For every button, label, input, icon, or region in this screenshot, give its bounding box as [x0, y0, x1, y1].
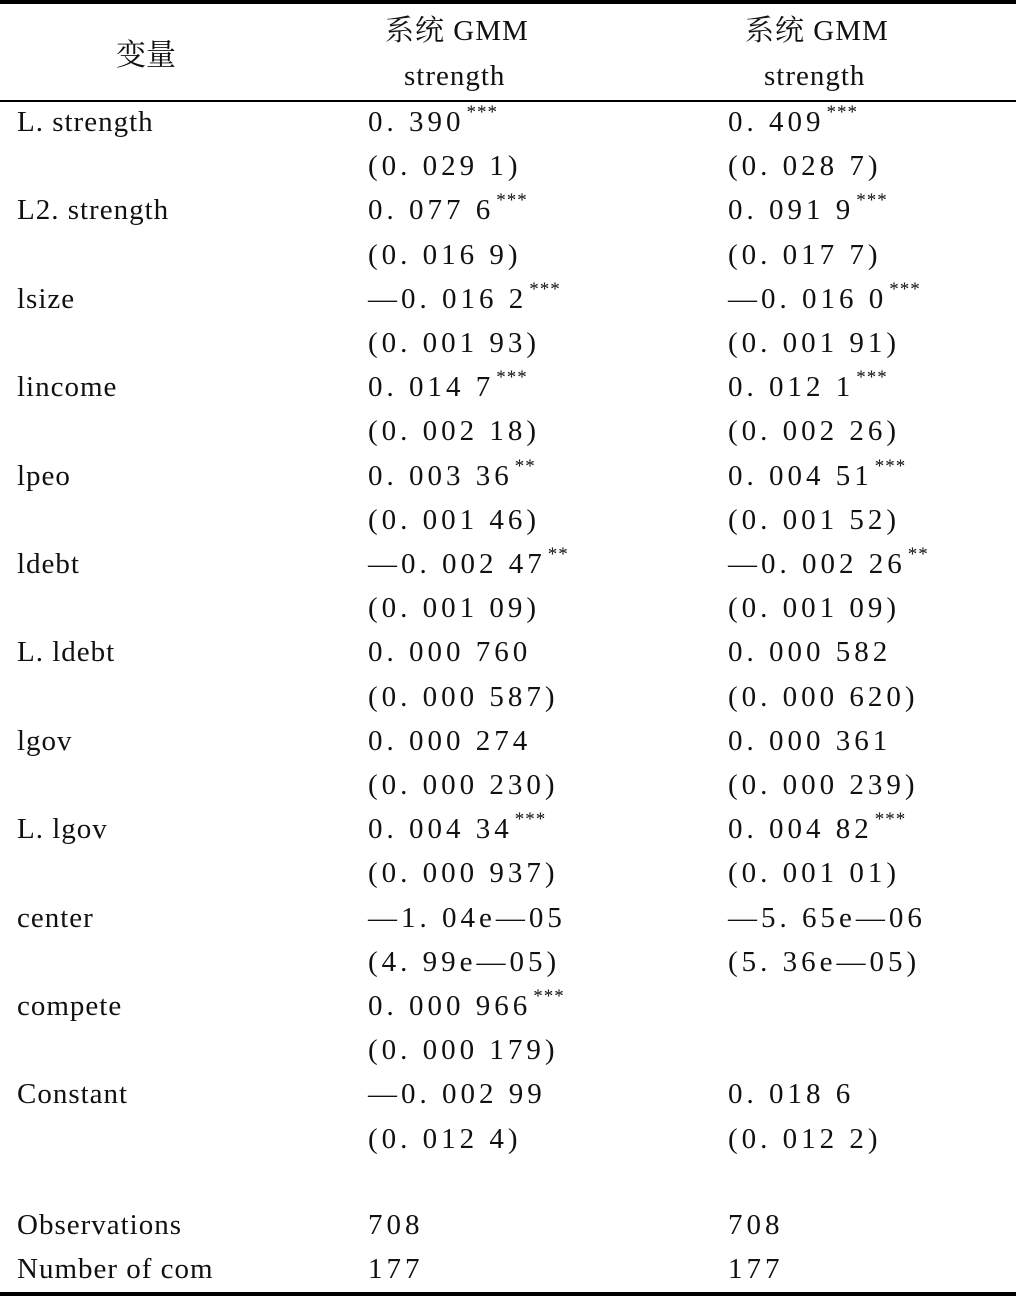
col2-cell	[728, 681, 921, 714]
col1-cell-value: 0. 000 274	[368, 724, 532, 757]
col1-cell-value: (0. 000 937)	[368, 857, 559, 890]
col2-cell	[728, 544, 929, 581]
col2-cell	[728, 278, 921, 316]
col2-cell	[728, 1253, 784, 1286]
table-row	[0, 367, 1016, 411]
col2-cell-value: (0. 001 01)	[728, 857, 901, 890]
col1-cell	[368, 857, 561, 890]
col1-cell-value: (0. 016 9)	[368, 238, 522, 271]
col2-cell	[728, 946, 922, 979]
col2-cell	[728, 239, 884, 272]
significance-stars: ***	[533, 986, 565, 1007]
col2-cell-value: 0. 091 9	[728, 194, 855, 227]
table-row-se	[0, 769, 1016, 809]
col2-cell	[728, 504, 902, 537]
significance-stars: ***	[496, 367, 528, 389]
col2-cell-value: (0. 000 239)	[728, 769, 919, 801]
footer-label: Observations	[17, 1209, 183, 1241]
col2-cell-value: (5. 36e—05)	[728, 945, 921, 978]
col1-cell-value: 0. 003 36	[368, 459, 513, 492]
col1-cell-value: (0. 012 4)	[368, 1122, 522, 1155]
col1-cell	[368, 190, 528, 227]
col1-cell	[368, 636, 533, 669]
row-label: compete	[17, 990, 123, 1022]
significance-stars: ***	[856, 367, 888, 389]
col2-cell	[728, 150, 884, 183]
col2-cell	[728, 1078, 856, 1111]
col2-cell-value: —0. 016 0	[728, 282, 888, 315]
col1-cell	[368, 367, 528, 404]
table-row	[0, 636, 1016, 676]
header-variable: 变量	[116, 39, 176, 72]
col1-cell-value: —1. 04e—05	[368, 901, 566, 934]
col2-cell	[728, 636, 893, 669]
col1-cell	[368, 592, 542, 625]
table-row	[0, 1078, 1016, 1118]
significance-stars: ***	[496, 190, 528, 212]
col2-cell-value: (0. 000 620)	[728, 680, 919, 713]
table-row-se	[0, 415, 1016, 455]
top-rule	[0, 0, 1016, 4]
col2-cell	[728, 809, 907, 846]
col1-cell	[368, 725, 533, 758]
col2-cell	[728, 592, 902, 625]
table-row	[0, 725, 1016, 765]
col2-cell-value: 0. 018 6	[728, 1078, 855, 1111]
table-row	[0, 102, 1016, 146]
table-row	[0, 809, 1016, 853]
significance-stars: ***	[826, 102, 858, 123]
col2-cell-value: (0. 001 52)	[728, 503, 901, 536]
col2-cell	[728, 769, 921, 802]
row-label: lsize	[17, 282, 76, 315]
col2-cell	[728, 1209, 784, 1242]
col1-cell	[368, 809, 547, 846]
table-row-se	[0, 681, 1016, 721]
col2-cell-value: 0. 000 582	[728, 636, 892, 669]
row-label: lincome	[17, 371, 118, 404]
col2-cell	[728, 902, 928, 935]
col1-cell-value: (0. 001 09)	[368, 592, 541, 625]
table-row	[0, 902, 1016, 942]
col2-cell	[728, 190, 888, 227]
significance-stars: ***	[514, 809, 547, 831]
significance-stars: ***	[529, 278, 561, 300]
col1-cell-value: —0. 016 2	[368, 282, 528, 315]
col2-cell	[728, 367, 888, 404]
col1-cell-value: (4. 99e—05)	[368, 945, 561, 978]
header-col1-method: 系统 GMM	[385, 15, 529, 47]
col2-cell-value: (0. 001 09)	[728, 592, 901, 625]
table-row-se	[0, 592, 1016, 632]
row-label: lpeo	[17, 459, 71, 492]
col1-cell-value: 0. 077 6	[368, 194, 495, 227]
col1-cell-value: (0. 000 230)	[368, 769, 559, 801]
row-label: center	[17, 901, 94, 934]
col1-cell	[368, 986, 565, 1023]
col1-cell	[368, 544, 569, 581]
col2-cell	[728, 1034, 730, 1067]
table-row	[0, 455, 1016, 500]
row-label: ldebt	[17, 548, 80, 580]
table-row-se	[0, 150, 1016, 190]
significance-stars: ***	[466, 102, 498, 123]
col1-cell	[368, 1253, 424, 1286]
header-rule	[0, 100, 1016, 102]
significance-stars: **	[907, 544, 929, 565]
table-row-se	[0, 857, 1016, 897]
table-row-se	[0, 239, 1016, 279]
col2-cell-value: —5. 65e—06	[728, 901, 926, 934]
col1-cell	[368, 239, 524, 272]
col1-cell	[368, 278, 561, 316]
significance-stars: ***	[856, 190, 888, 212]
col1-cell	[368, 1078, 548, 1111]
col2-cell-value: 0. 409	[728, 106, 825, 138]
table-row	[0, 986, 1016, 1030]
col1-cell-value: (0. 001 46)	[368, 503, 541, 536]
col2-cell	[728, 990, 730, 1023]
col1-cell-value: 0. 014 7	[368, 371, 495, 404]
col2-cell-value: 0. 004 51	[728, 459, 873, 492]
col1-cell-value: 708	[368, 1209, 424, 1241]
col1-cell-value: 0. 000 966	[368, 990, 532, 1022]
col1-cell-value: 177	[368, 1253, 424, 1285]
col1-cell-value: (0. 000 587)	[368, 680, 559, 713]
table-row-se	[0, 504, 1016, 544]
footer-row	[0, 1209, 1016, 1249]
col2-cell-value: 177	[728, 1253, 784, 1285]
col2-cell	[728, 725, 893, 758]
col2-cell-value: 708	[728, 1209, 784, 1241]
header-col1-dependent: strength	[404, 60, 506, 92]
col1-cell-value: 0. 390	[368, 106, 465, 138]
col1-cell-value: 0. 000 760	[368, 636, 532, 669]
col1-cell-value: —0. 002 47	[368, 548, 546, 580]
col2-cell-value: 0. 000 361	[728, 724, 892, 757]
col1-cell	[368, 1034, 561, 1067]
row-label: L. lgov	[17, 813, 108, 846]
col1-cell-value: 0. 004 34	[368, 813, 513, 846]
col1-cell-value: (0. 000 179)	[368, 1034, 559, 1067]
significance-stars: ***	[874, 455, 907, 477]
table-row-se	[0, 1123, 1016, 1163]
footer-label: Number of com	[17, 1253, 214, 1285]
table-row-se	[0, 946, 1016, 986]
col1-cell	[368, 769, 561, 802]
row-label: L. strength	[17, 106, 154, 138]
col1-cell	[368, 150, 524, 183]
col1-cell	[368, 102, 498, 139]
col2-cell-value: (0. 001 91)	[728, 327, 901, 359]
col2-cell-value: 0. 012 1	[728, 371, 855, 404]
significance-stars: ***	[874, 809, 907, 831]
col1-cell	[368, 902, 568, 935]
col2-cell-value: (0. 017 7)	[728, 238, 882, 271]
col2-cell-value: (0. 012 2)	[728, 1122, 882, 1155]
row-label: Constant	[17, 1078, 129, 1111]
col1-cell	[368, 327, 542, 360]
table-row	[0, 544, 1016, 588]
col1-cell-value: (0. 029 1)	[368, 150, 522, 183]
table-row	[0, 278, 1016, 323]
col2-cell	[728, 415, 902, 448]
col2-cell-value: (0. 028 7)	[728, 150, 882, 183]
col2-cell	[728, 327, 902, 360]
significance-stars: **	[547, 544, 569, 565]
row-label: L2. strength	[17, 194, 170, 227]
col2-cell-value: 0. 004 82	[728, 813, 873, 846]
bottom-rule	[0, 1292, 1016, 1296]
col2-cell-value: —0. 002 26	[728, 548, 906, 580]
header-col2-method: 系统 GMM	[745, 15, 889, 47]
col1-cell-value: —0. 002 99	[368, 1078, 546, 1111]
col2-cell	[728, 1123, 884, 1156]
table-row	[0, 190, 1016, 234]
col1-cell	[368, 1123, 524, 1156]
row-label: L. ldebt	[17, 636, 116, 669]
row-label: lgov	[17, 724, 73, 757]
footer-row	[0, 1253, 1016, 1293]
col1-cell-value: (0. 001 93)	[368, 327, 541, 359]
col1-cell	[368, 504, 542, 537]
col1-cell	[368, 1209, 424, 1242]
col1-cell	[368, 681, 561, 714]
col2-cell-value: (0. 002 26)	[728, 415, 901, 448]
significance-stars: **	[514, 455, 536, 477]
table-row-se	[0, 327, 1016, 367]
significance-stars: ***	[889, 278, 921, 300]
table-row-se	[0, 1034, 1016, 1074]
header-col2-dependent: strength	[764, 60, 866, 92]
col1-cell	[368, 455, 536, 493]
col2-cell	[728, 102, 858, 139]
col1-cell	[368, 415, 542, 448]
col1-cell-value: (0. 002 18)	[368, 415, 541, 448]
col2-cell	[728, 455, 907, 493]
col2-cell	[728, 857, 902, 890]
col1-cell	[368, 946, 562, 979]
